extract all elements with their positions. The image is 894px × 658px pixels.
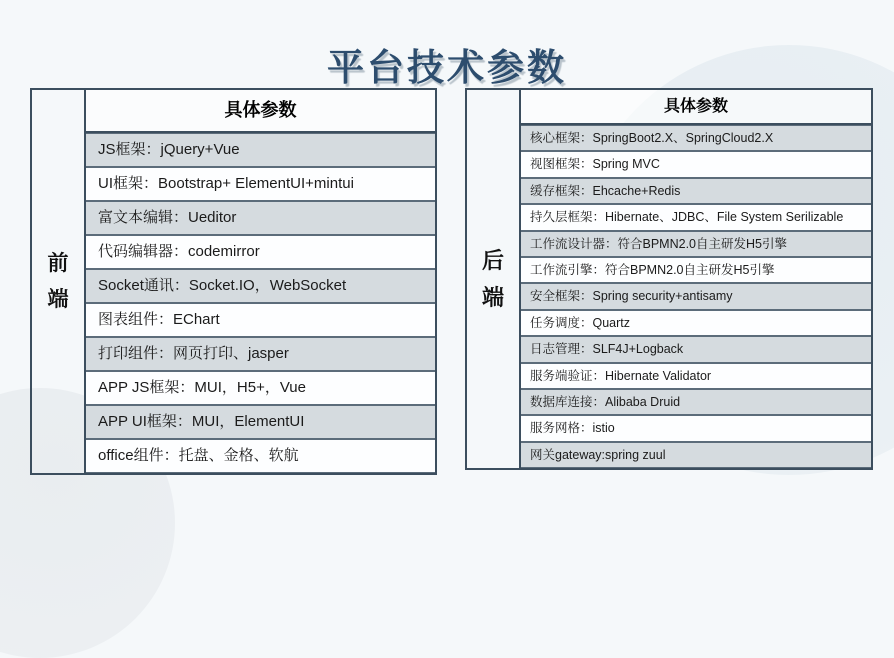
table-row: APP UI框架：MUI，ElementUI [86,405,435,439]
table-row: 网关gateway:spring zuul [521,442,871,468]
table-row: office组件：托盘、金格、软航 [86,439,435,473]
frontend-side-label: 前端 [47,251,69,311]
frontend-table-header: 具体参数 [86,90,435,133]
table-row: Socket通讯：Socket.IO，WebSocket [86,269,435,303]
table-row: 图表组件：EChart [86,303,435,337]
table-row: 视图框架：Spring MVC [521,151,871,177]
table-row: 服务网格：istio [521,415,871,441]
table-row: 持久层框架：Hibernate、JDBC、File System Serilizable [521,204,871,230]
table-row: 服务端验证：Hibernate Validator [521,363,871,389]
backend-table-rows [521,125,871,468]
table-row: 安全框架：Spring security+antisamy [521,283,871,309]
content-area [30,88,873,475]
backend-panel [465,88,873,470]
table-row: 日志管理：SLF4J+Logback [521,336,871,362]
table-row: 工作流引擎：符合BPMN2.0自主研发H5引擎 [521,257,871,283]
table-row: APP JS框架：MUI，H5+，Vue [86,371,435,405]
table-row: 工作流设计器：符合BPMN2.0自主研发H5引擎 [521,231,871,257]
frontend-table [84,88,437,475]
table-row: UI框架：Bootstrap+ ElementUI+mintui [86,167,435,201]
table-row: 数据库连接：Alibaba Druid [521,389,871,415]
table-row: 缓存框架：Ehcache+Redis [521,178,871,204]
table-row: 富文本编辑：Ueditor [86,201,435,235]
backend-side-box [465,88,521,470]
table-row: 核心框架：SpringBoot2.X、SpringCloud2.X [521,125,871,151]
table-row: 代码编辑器：codemirror [86,235,435,269]
frontend-side-box [30,88,86,475]
backend-side-label: 后端 [481,247,504,311]
frontend-table-rows [86,133,435,473]
page-title: 平台技术参数 [327,46,567,88]
table-row: JS框架：jQuery+Vue [86,133,435,167]
table-row: 任务调度：Quartz [521,310,871,336]
table-row: 打印组件：网页打印、jasper [86,337,435,371]
backend-table [519,88,873,470]
frontend-panel [30,88,437,475]
backend-table-header: 具体参数 [521,90,871,125]
